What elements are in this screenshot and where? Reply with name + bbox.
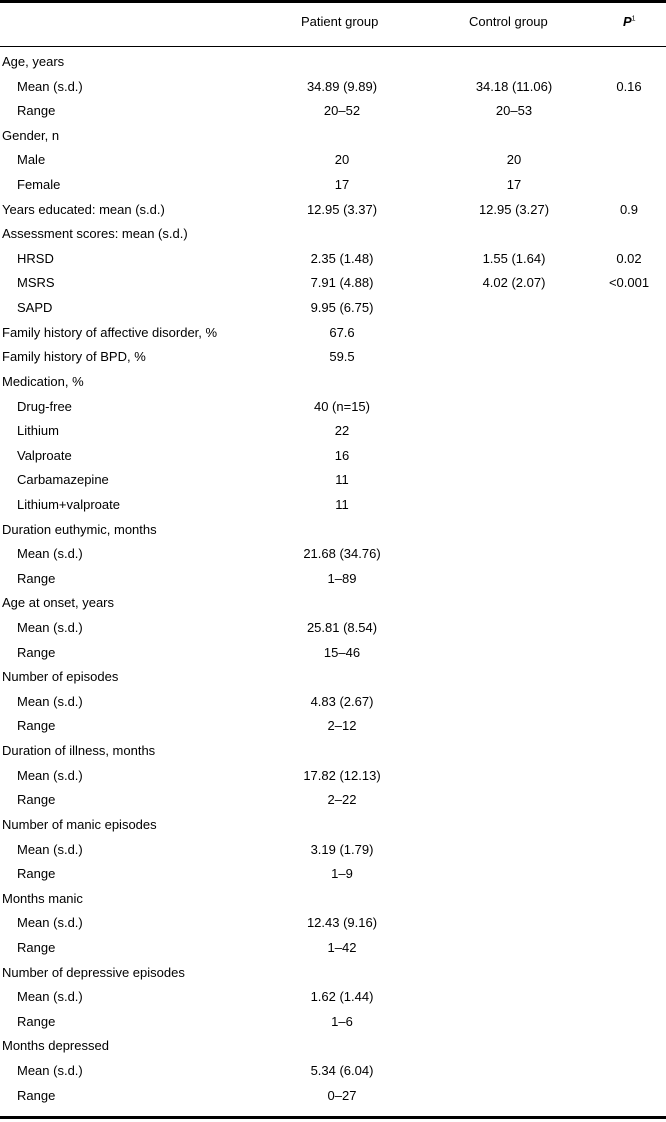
row-label: Duration euthymic, months [2,521,157,537]
row-label: Duration of illness, months [2,743,156,759]
table-row [0,75,666,100]
row-label: Mean (s.d.) [17,1062,83,1078]
row-label: Range [17,570,56,586]
row-label: HRSD [17,250,54,266]
patient-value: 1–89 [327,570,357,586]
control-value: 4.02 (2.07) [482,275,546,291]
table-row [0,1084,666,1109]
table-row [0,985,666,1010]
row-label: Range [17,1013,56,1029]
table-row [0,690,666,715]
table-row [0,1010,666,1035]
patient-value: 17 [334,177,350,193]
table-row [0,395,666,420]
row-label: Mean (s.d.) [17,546,83,562]
patient-value: 17.82 (12.13) [303,767,381,783]
row-label: Mean (s.d.) [17,693,83,709]
table-row [0,862,666,887]
header-patient-group: Patient group [301,14,379,29]
table-row [0,665,666,690]
row-label: Family history of BPD, % [2,349,146,365]
row-label: Mean (s.d.) [17,989,83,1005]
table-row [0,321,666,346]
table-row [0,1034,666,1059]
row-label: Male [17,152,46,168]
row-label: Number of depressive episodes [2,964,185,980]
table-row [0,345,666,370]
table-row [0,222,666,247]
patient-value: 25.81 (8.54) [306,620,378,636]
row-label: Lithium [17,423,59,439]
patient-value: 2–22 [327,792,357,808]
patient-value: 16 [334,447,350,463]
p-value: 0.02 [616,250,642,266]
table-row [0,50,666,75]
header-control-group: Control group [469,14,548,29]
row-label: Mean (s.d.) [17,841,83,857]
table-row [0,764,666,789]
row-label: Range [17,939,56,955]
row-label: Carbamazepine [17,472,109,488]
table-row [0,739,666,764]
patient-value: 20–52 [323,103,361,119]
patient-value: 9.95 (6.75) [310,300,374,316]
row-label: Family history of affective disorder, % [2,324,218,340]
row-label: SAPD [17,300,53,316]
row-label: Range [17,644,56,660]
patient-value: 4.83 (2.67) [310,693,374,709]
table-row [0,124,666,149]
row-label: Valproate [17,447,72,463]
patient-value: 11 [335,472,349,488]
patient-value: 1–6 [331,1013,353,1029]
patient-value: 1–42 [327,939,357,955]
table-row [0,148,666,173]
table-row [0,444,666,469]
header-p-value [623,14,636,29]
patient-value: 0–27 [327,1087,357,1103]
row-label: Medication, % [2,373,84,389]
table-row [0,887,666,912]
p-value: 0.16 [616,78,642,94]
row-label: MSRS [17,275,55,291]
patient-value: 34.89 (9.89) [306,78,378,94]
row-label: Years educated: mean (s.d.) [2,201,165,217]
table-row [0,936,666,961]
table-row [0,616,666,641]
table-row [0,961,666,986]
table-row [0,370,666,395]
bottom-rule [0,1116,666,1119]
table-row [0,911,666,936]
patient-value: 12.95 (3.37) [306,201,378,217]
table-row [0,788,666,813]
table-row [0,247,666,272]
table-row [0,468,666,493]
row-label: Range [17,866,56,882]
patient-value: 11 [335,496,349,512]
row-label: Mean (s.d.) [17,78,83,94]
row-label: Age at onset, years [2,595,115,611]
row-label: Mean (s.d.) [17,620,83,636]
patient-value: 1–9 [331,866,353,882]
p-value: <0.001 [608,275,650,291]
patient-value: 3.19 (1.79) [310,841,374,857]
row-label: Lithium+valproate [17,496,120,512]
table-row [0,296,666,321]
row-label: Gender, n [2,127,60,143]
header-p-label: P [623,14,632,29]
table-row [0,838,666,863]
row-label: Range [17,718,56,734]
control-value: 1.55 (1.64) [482,250,546,266]
row-label: Mean (s.d.) [17,915,83,931]
patient-value: 40 (n=15) [313,398,370,414]
patient-value: 21.68 (34.76) [303,546,381,562]
control-value: 34.18 (11.06) [475,78,553,94]
control-value: 12.95 (3.27) [478,201,550,217]
row-label: Female [17,177,61,193]
row-label: Months depressed [2,1038,109,1054]
control-value: 17 [506,177,522,193]
patient-value: 59.5 [329,349,355,365]
row-label: Range [17,103,56,119]
table-row [0,591,666,616]
table-body [0,50,666,1108]
table-row [0,419,666,444]
patient-value: 15–46 [323,644,361,660]
table-header [0,3,666,46]
patient-value: 12.43 (9.16) [306,915,378,931]
table-row [0,493,666,518]
table-row [0,198,666,223]
row-label: Number of episodes [2,669,119,685]
row-label: Mean (s.d.) [17,767,83,783]
p-value: 0.9 [619,201,639,217]
patient-value: 2–12 [327,718,357,734]
table-row [0,714,666,739]
patient-value: 20 [334,152,350,168]
patient-value: 5.34 (6.04) [310,1062,374,1078]
table-row [0,271,666,296]
table-row [0,641,666,666]
row-label: Age, years [2,54,65,69]
header-rule [0,46,666,47]
patient-value: 67.6 [329,324,355,340]
patient-value: 22 [334,423,350,439]
header-p-footnote: 1 [631,15,636,23]
table-row [0,518,666,543]
row-label: Assessment scores: mean (s.d.) [2,226,188,242]
patient-value: 2.35 (1.48) [310,250,374,266]
table-row [0,542,666,567]
table-row [0,813,666,838]
row-label: Range [17,1087,56,1103]
row-label: Range [17,792,56,808]
row-label: Drug-free [17,398,72,414]
row-label: Months manic [2,890,83,906]
control-value: 20 [506,152,522,168]
row-label: Number of manic episodes [2,816,157,832]
control-value: 20–53 [495,103,533,119]
table-row [0,99,666,124]
patient-value: 1.62 (1.44) [310,989,374,1005]
table-row [0,567,666,592]
table-row [0,173,666,198]
patient-value: 7.91 (4.88) [310,275,374,291]
table-row [0,1059,666,1084]
